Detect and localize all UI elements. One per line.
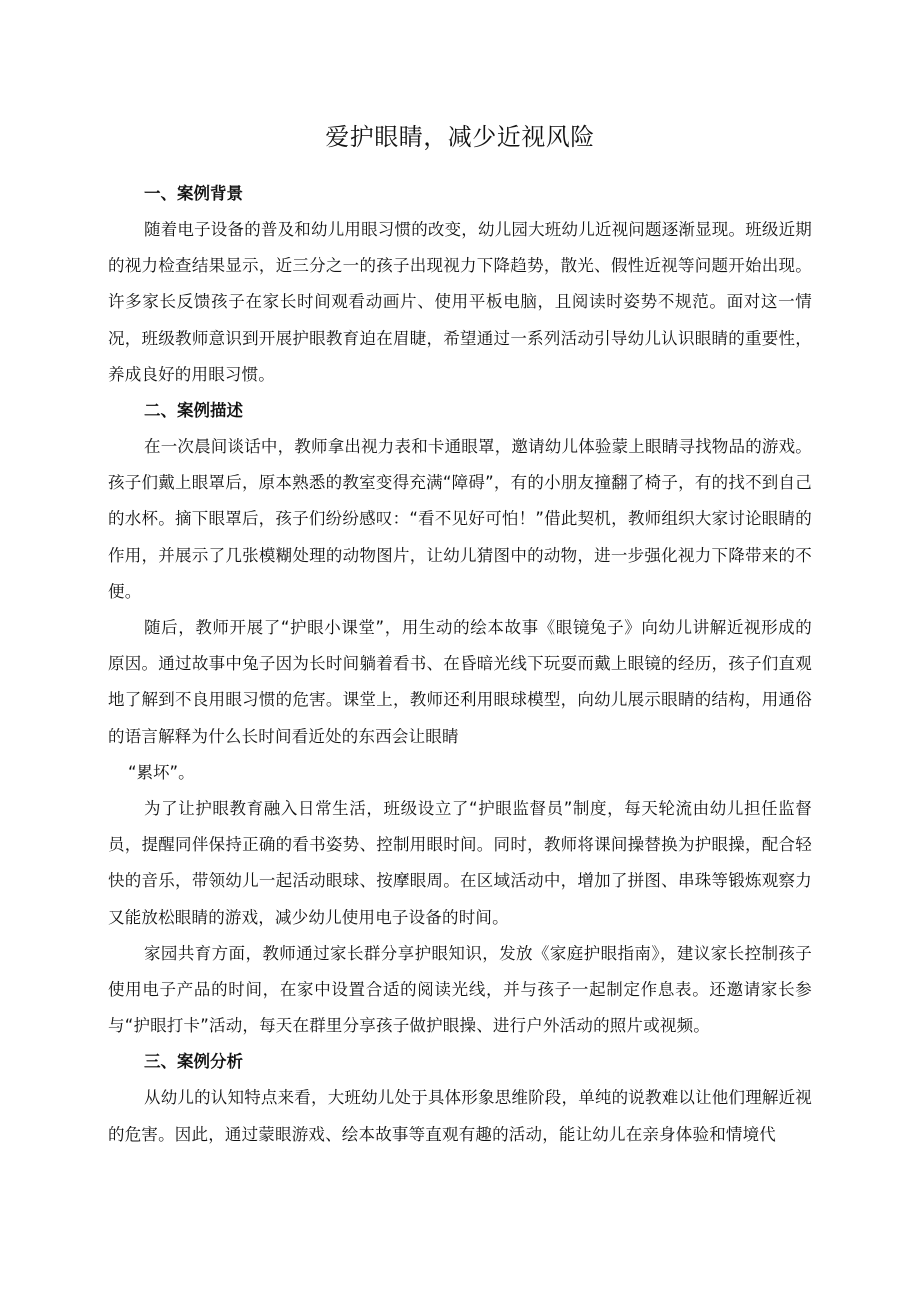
paragraph-description-2: 随后，教师开展了“护眼小课堂”，用生动的绘本故事《眼镜兔子》向幼儿讲解近视形成的原因。通过故事中兔子因为长时间躺着看书、在昏暗光线下玩耍而戴上眼镜的经历，孩子们直观地了解到不良用眼习惯的危害。课堂上，教师还利用眼球模型，向幼儿展示眼睛的结构，用通俗的语言解释为什么长时间看近处的东西会让眼睛 xyxy=(108,618,812,746)
paragraph-description-1: 在一次晨间谈话中，教师拿出视力表和卡通眼罩，邀请幼儿体验蒙上眼睛寻找物品的游戏。孩子们戴上眼罩后，原本熟悉的教室变得充满“障碍”，有的小朋友撞翻了椅子，有的找不到自己的水杯。摘下眼罩后，孩子们纷纷感叹：“看不见好可怕！”借此契机，教师组织大家讨论眼睛的作用，并展示了几张模糊处理的动物图片，让幼儿猜图中的动物，进一步强化视力下降带来的不便。 xyxy=(108,437,812,601)
paragraph-analysis-1: 从幼儿的认知特点来看，大班幼儿处于具体形象思维阶段，单纯的说教难以让他们理解近视的危害。因此，通过蒙眼游戏、绘本故事等直观有趣的活动，能让幼儿在亲身体验和情境代 xyxy=(108,1088,812,1144)
document-title: 爱护眼睛，减少近视风险 xyxy=(325,123,595,151)
paragraph-background: 随着电子设备的普及和幼儿用眼习惯的改变，幼儿园大班幼儿近视问题逐渐显现。班级近期的视力检查结果显示，近三分之一的孩子出现视力下降趋势，散光、假性近视等问题开始出现。许多家长反馈孩子在家长时间观看动画片、使用平板电脑，且阅读时姿势不规范。面对这一情况，班级教师意识到开展护眼教育迫在眉睫，希望通过一系列活动引导幼儿认识眼睛的重要性，养成良好的用眼习惯。 xyxy=(108,220,812,384)
paragraph-description-3: 为了让护眼教育融入日常生活，班级设立了“护眼监督员”制度，每天轮流由幼儿担任监督员，提醒同伴保持正确的看书姿势、控制用眼时间。同时，教师将课间操替换为护眼操，配合轻快的音乐，带领幼儿一起活动眼球、按摩眼周。在区域活动中，增加了拼图、串珠等锻炼观察力又能放松眼睛的游戏，减少幼儿使用电子设备的时间。 xyxy=(108,799,812,927)
section-heading-analysis: 三、案例分析 xyxy=(144,1052,243,1072)
document-body xyxy=(108,176,812,1153)
section-heading-description: 二、案例描述 xyxy=(144,401,243,421)
paragraph-description-4: 家园共育方面，教师通过家长群分享护眼知识，发放《家庭护眼指南》，建议家长控制孩子使用电子产品的时间，在家中设置合适的阅读光线，并与孩子一起制定作息表。还邀请家长参与“护眼打卡”活动，每天在群里分享孩子做护眼操、进行户外活动的照片或视频。 xyxy=(108,943,812,1036)
section-heading-background: 一、案例背景 xyxy=(144,184,243,203)
paragraph-description-2-tail: “累坏”。 xyxy=(128,762,195,782)
